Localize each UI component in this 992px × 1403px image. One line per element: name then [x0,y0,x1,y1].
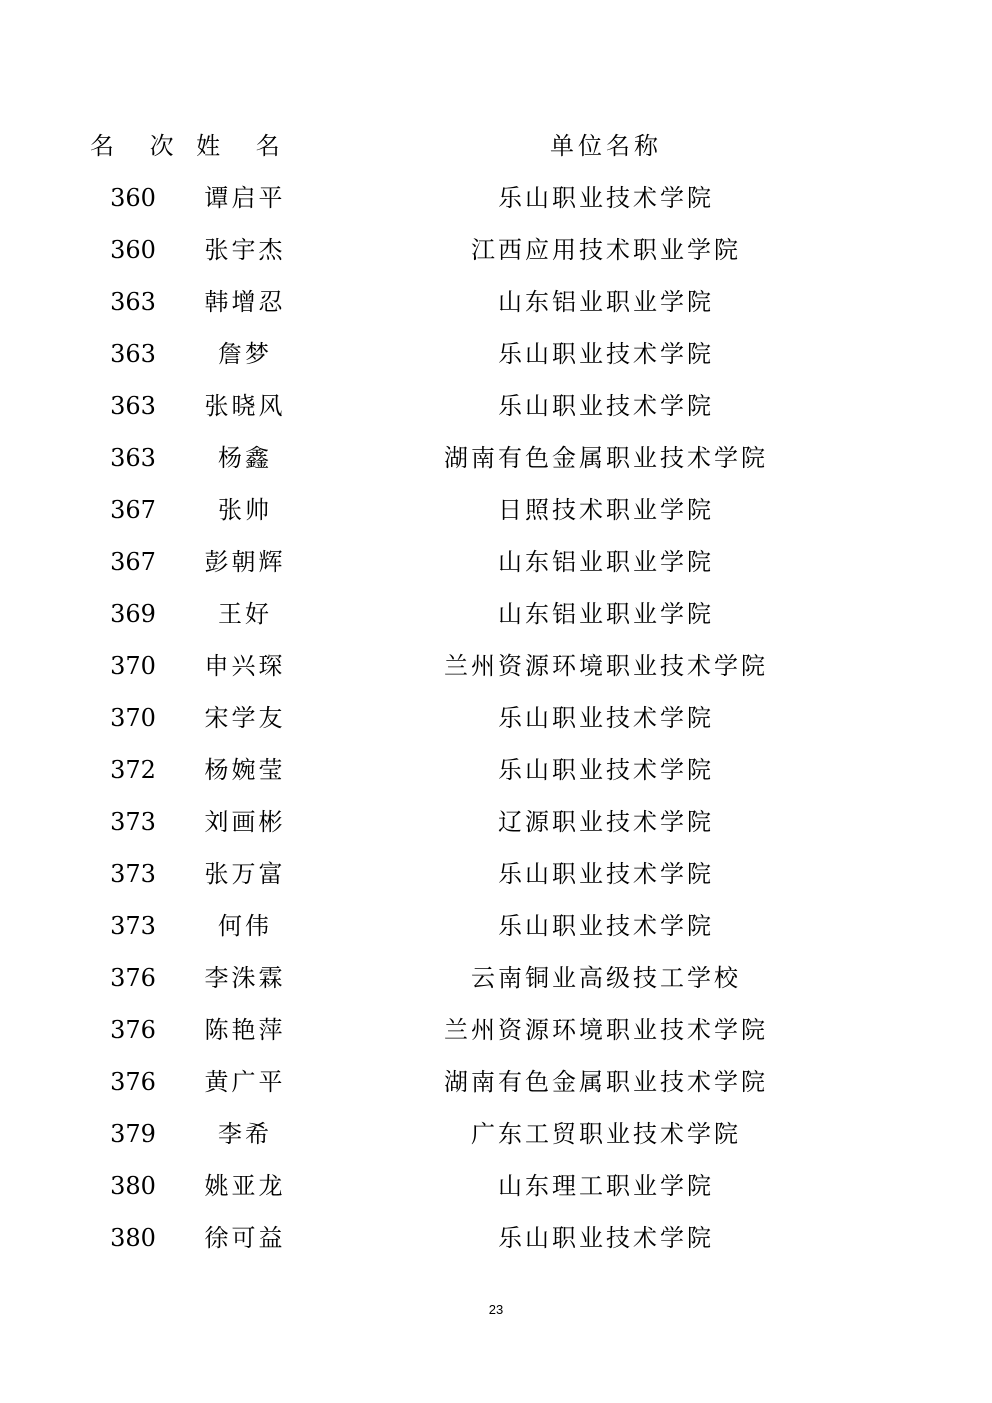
table-row [0,1056,992,1108]
table-row [0,1004,992,1056]
name-cell: 徐可益 [204,1224,286,1252]
table-row [0,744,992,796]
name-cell: 王好 [218,600,272,628]
unit-cell: 山东铝业职业学院 [498,288,714,316]
table-header [0,120,992,172]
rank-cell: 367 [110,548,156,576]
unit-cell: 辽源职业技术学院 [498,808,714,836]
name-cell: 宋学友 [204,704,286,732]
table-row [0,224,992,276]
unit-cell: 乐山职业技术学院 [498,756,714,784]
name-cell: 谭启平 [204,184,286,212]
rank-cell: 379 [110,1120,156,1148]
page-number: 23 [488,1302,504,1317]
unit-cell: 湖南有色金属职业技术学院 [444,444,768,472]
rank-cell: 363 [110,392,156,420]
table-row [0,172,992,224]
unit-cell: 乐山职业技术学院 [498,184,714,212]
table-row [0,1108,992,1160]
unit-cell: 云南铜业高级技工学校 [471,964,741,992]
rank-cell: 363 [110,288,156,316]
unit-cell: 乐山职业技术学院 [498,860,714,888]
unit-cell: 日照技术职业学院 [498,496,714,524]
rank-cell: 370 [110,652,156,680]
name-cell: 杨鑫 [218,444,272,472]
unit-cell: 江西应用技术职业学院 [471,236,741,264]
rank-cell: 360 [110,236,156,264]
rank-cell: 373 [110,860,156,888]
table-row [0,640,992,692]
header-name: 姓 名 [196,132,294,160]
unit-cell: 广东工贸职业技术学院 [471,1120,741,1148]
unit-cell: 湖南有色金属职业技术学院 [444,1068,768,1096]
name-cell: 李希 [218,1120,272,1148]
rank-cell: 372 [110,756,156,784]
rank-cell: 360 [110,184,156,212]
rank-cell: 380 [110,1172,156,1200]
table-body [0,172,992,1264]
name-cell: 申兴琛 [204,652,286,680]
unit-cell: 乐山职业技术学院 [498,1224,714,1252]
table-row [0,432,992,484]
table-row [0,796,992,848]
table-row [0,692,992,744]
table-row [0,380,992,432]
table-row [0,1212,992,1264]
name-cell: 张宇杰 [204,236,286,264]
table-row [0,952,992,1004]
unit-cell: 山东铝业职业学院 [498,600,714,628]
rank-cell: 373 [110,912,156,940]
table-row [0,588,992,640]
header-rank: 名 次 [90,132,188,160]
name-cell: 张晓风 [204,392,286,420]
table-row [0,328,992,380]
ranking-table [0,120,992,1264]
name-cell: 姚亚龙 [204,1172,286,1200]
name-cell: 杨婉莹 [204,756,286,784]
name-cell: 陈艳萍 [204,1016,286,1044]
rank-cell: 369 [110,600,156,628]
name-cell: 张帅 [218,496,272,524]
rank-cell: 376 [110,1016,156,1044]
rank-cell: 376 [110,1068,156,1096]
table-row [0,1160,992,1212]
name-cell: 张万富 [204,860,286,888]
unit-cell: 山东铝业职业学院 [498,548,714,576]
rank-cell: 380 [110,1224,156,1252]
name-cell: 彭朝辉 [204,548,286,576]
unit-cell: 山东理工职业学院 [498,1172,714,1200]
unit-cell: 兰州资源环境职业技术学院 [444,1016,768,1044]
rank-cell: 370 [110,704,156,732]
name-cell: 李洙霖 [204,964,286,992]
unit-cell: 乐山职业技术学院 [498,704,714,732]
unit-cell: 乐山职业技术学院 [498,340,714,368]
name-cell: 詹梦 [218,340,272,368]
name-cell: 何伟 [218,912,272,940]
rank-cell: 363 [110,444,156,472]
name-cell: 黄广平 [204,1068,286,1096]
rank-cell: 363 [110,340,156,368]
table-row [0,848,992,900]
header-unit: 单位名称 [550,132,662,160]
table-row [0,276,992,328]
rank-cell: 373 [110,808,156,836]
name-cell: 刘画彬 [204,808,286,836]
unit-cell: 兰州资源环境职业技术学院 [444,652,768,680]
rank-cell: 376 [110,964,156,992]
rank-cell: 367 [110,496,156,524]
table-row [0,900,992,952]
unit-cell: 乐山职业技术学院 [498,912,714,940]
name-cell: 韩增忍 [204,288,286,316]
table-row [0,484,992,536]
table-row [0,536,992,588]
unit-cell: 乐山职业技术学院 [498,392,714,420]
